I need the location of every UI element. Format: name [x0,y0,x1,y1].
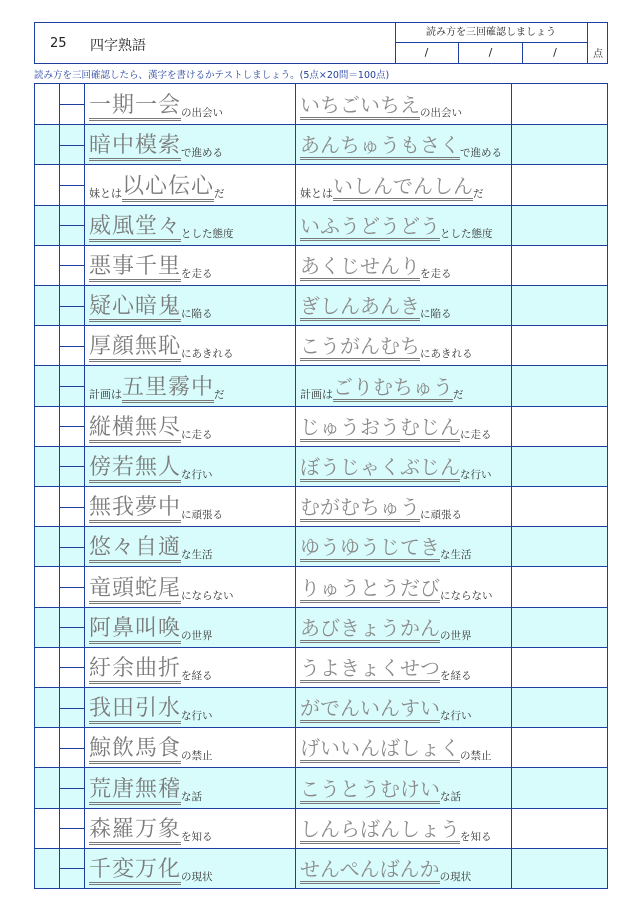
tick-cell [59,286,84,325]
answer-cell[interactable] [512,527,607,566]
tick-line [59,386,84,387]
check-cell[interactable] [35,648,60,687]
kanji-cell [84,165,296,204]
kanji-cell [84,125,296,164]
sentence-suffix: の世界 [440,629,472,642]
sentence-suffix: に陥る [181,308,213,321]
tick-cell [59,487,84,526]
idiom-reading: うよきょくせつ [300,656,440,683]
check-cell[interactable] [35,447,60,486]
idiom-reading: ぎしんあんき [300,294,420,321]
kanji-cell [84,688,296,727]
idiom-reading: あんちゅうもさく [300,133,460,160]
table-row [35,285,607,325]
table-row [35,486,607,526]
answer-cell[interactable] [512,206,607,245]
idiom-kanji: 威風堂々 [89,214,181,242]
kanji-cell [84,246,296,285]
answer-cell[interactable] [512,487,607,526]
idiom-kanji: 暗中模索 [89,133,181,161]
score-cell[interactable] [587,23,609,63]
reading-cell [296,206,512,245]
answer-cell[interactable] [512,688,607,727]
idiom-kanji: 阿鼻叫喚 [89,616,181,644]
check-cell[interactable] [35,688,60,727]
score-unit: 点 [593,49,603,60]
sentence-prefix: 計画は [300,387,333,401]
table-row [35,566,607,606]
answer-cell[interactable] [512,125,607,164]
sentence-suffix: な生活 [440,549,472,562]
sentence-suffix: で進める [181,147,224,160]
table-row [35,325,607,365]
tick-cell [59,165,84,204]
kanji-cell [84,326,296,365]
sentence-suffix: だ [453,388,464,401]
idiom-kanji: 荒唐無稽 [89,777,181,805]
sentence-suffix: とした態度 [181,227,234,240]
tick-cell [59,366,84,405]
reading-cell [296,608,512,647]
idiom-reading: あびきょうかん [300,616,440,643]
kanji-cell [84,567,296,606]
sentence-suffix: の現状 [439,870,472,883]
reading-cell [296,688,512,727]
tick-cell [59,648,84,687]
idiom-kanji: 一期一会 [89,93,181,121]
kanji-cell [84,648,296,687]
idiom-kanji: 傍若無人 [89,455,181,483]
idiom-kanji: 鯨飲馬食 [89,736,181,764]
idiom-kanji: 悪事千里 [89,254,181,282]
table-row [35,848,607,888]
tick-line [59,426,84,427]
tick-cell [59,688,84,727]
idiom-kanji: 以心伝心 [122,174,214,202]
tick-cell [59,809,84,848]
idiom-table [34,83,608,889]
tick-line [59,748,84,749]
answer-cell[interactable] [512,809,607,848]
kanji-cell [84,407,296,446]
table-row [35,727,607,767]
tick-line [59,145,84,146]
tick-cell [59,84,84,124]
tick-line [59,547,84,548]
tick-cell [59,407,84,446]
answer-cell[interactable] [512,648,607,687]
sentence-suffix: の禁止 [460,750,492,763]
sentence-suffix: に陥る [420,308,452,321]
sentence-suffix: に走る [460,428,492,441]
idiom-reading: じゅうおうむじん [300,415,460,442]
tick-line [59,225,84,226]
tick-cell [59,326,84,365]
reading-cell [296,768,512,807]
answer-cell[interactable] [512,447,607,486]
kanji-cell [84,728,296,767]
tick-cell [59,125,84,164]
tick-cell [59,206,84,245]
idiom-reading: ごりむちゅう [333,375,453,402]
tick-line [59,507,84,508]
idiom-reading: がでんいんすい [300,696,440,723]
idiom-reading: せんぺんばんか [300,857,440,884]
answer-cell[interactable] [512,326,607,365]
idiom-reading: しんらばんしょう [300,817,460,844]
sentence-suffix: で進める [460,147,502,160]
check-slot-2[interactable]: / [459,43,523,63]
sentence-suffix: な行い [181,468,213,481]
idiom-reading: こうとうむけい [300,777,440,804]
check-cell[interactable] [35,206,60,245]
check-cell[interactable] [35,728,60,767]
table-row [35,526,607,566]
reading-cell [296,84,512,124]
tick-line [59,185,84,186]
table-row [35,124,607,164]
kanji-cell [84,608,296,647]
table-row [35,406,607,446]
tick-line [59,346,84,347]
sentence-suffix: な話 [181,790,203,803]
answer-cell[interactable] [512,84,607,124]
check-slot-1[interactable]: / [395,43,459,63]
reading-cell [296,527,512,566]
sentence-suffix: に走る [181,428,213,441]
sentence-suffix: にあきれる [181,348,234,361]
check-cell[interactable] [35,527,60,566]
idiom-kanji: 竜頭蛇尾 [89,576,181,604]
sentence-suffix: だ [214,187,225,200]
idiom-reading: いちごいちえ [300,93,420,120]
sentence-suffix: を走る [181,267,213,280]
table-row [35,205,607,245]
table-row [35,767,607,807]
tick-cell [59,527,84,566]
check-cell[interactable] [35,487,60,526]
tick-line [59,828,84,829]
sentence-suffix: の世界 [181,629,213,642]
sentence-prefix: 計画は [89,387,122,401]
check-cell[interactable] [35,407,60,446]
sentence-suffix: な行い [440,710,472,723]
sentence-suffix: とした態度 [440,227,493,240]
sentence-suffix: の禁止 [181,750,213,763]
kanji-cell [84,206,296,245]
sentence-suffix: な話 [440,790,461,803]
check-cell[interactable] [35,567,60,606]
tick-cell [59,608,84,647]
idiom-kanji: 五里霧中 [122,375,214,403]
kanji-cell [84,487,296,526]
answer-cell[interactable] [512,407,607,446]
tick-line [59,587,84,588]
sentence-suffix: の出会い [420,107,462,120]
sentence-suffix: な行い [460,468,492,481]
kanji-cell [84,768,296,807]
answer-cell[interactable] [512,849,607,888]
answer-cell[interactable] [512,246,607,285]
table-row [35,446,607,486]
sentence-suffix: だ [473,187,484,200]
kanji-cell [84,366,296,405]
check-cell[interactable] [35,84,60,124]
reading-cell [296,246,512,285]
sentence-suffix: にあきれる [420,348,473,361]
idiom-kanji: 我田引水 [89,696,181,724]
idiom-reading: ぼうじゃくぶじん [300,455,460,482]
tick-line [59,868,84,869]
idiom-kanji: 千変万化 [89,857,181,885]
tick-cell [59,849,84,888]
check-cell[interactable] [35,366,60,405]
tick-line [59,306,84,307]
sentence-prefix: 妹とは [300,186,333,200]
tick-cell [59,768,84,807]
table-row [35,647,607,687]
table-row [35,607,607,647]
check-cell[interactable] [35,608,60,647]
idiom-kanji: 無我夢中 [89,495,181,523]
sentence-suffix: な行い [181,710,213,723]
check-cell[interactable] [35,768,60,807]
tick-cell [59,447,84,486]
kanji-cell [84,527,296,566]
reading-cell [296,567,512,606]
sentence-suffix: を知る [460,830,492,843]
tick-cell [59,567,84,606]
idiom-kanji: 疑心暗鬼 [89,294,181,322]
kanji-cell [84,447,296,486]
sentence-suffix: を知る [181,830,213,843]
check-cell[interactable] [35,809,60,848]
tick-cell [59,246,84,285]
idiom-kanji: 紆余曲折 [89,656,181,684]
reading-cell [296,849,512,888]
tick-line [59,708,84,709]
tick-line [59,104,84,105]
idiom-reading: ゆうゆうじてき [300,535,440,562]
reading-cell [296,728,512,767]
idiom-kanji: 縦横無尽 [89,415,181,443]
tick-line [59,627,84,628]
reading-cell [296,366,512,405]
answer-cell[interactable] [512,728,607,767]
title-cell [35,23,396,63]
kanji-cell [84,286,296,325]
table-row [35,365,607,405]
reading-cell [296,286,512,325]
table-row [35,808,607,848]
reading-cell [296,125,512,164]
table-row [35,245,607,285]
check-cell[interactable] [35,165,60,204]
reading-cell [296,487,512,526]
tick-line [59,466,84,467]
answer-cell[interactable] [512,608,607,647]
reading-cell [296,165,512,204]
worksheet-number: 25 [50,36,67,51]
sentence-suffix: にならない [181,589,234,602]
sentence-suffix: を経る [181,669,213,682]
kanji-cell [84,84,296,124]
check-box [395,23,588,63]
sentence-suffix: に頑張る [420,509,462,522]
sentence-suffix: を走る [420,267,452,280]
check-cell[interactable] [35,326,60,365]
check-cell[interactable] [35,286,60,325]
idiom-reading: りゅうとうだび [300,576,440,603]
table-row [35,687,607,727]
instruction-text: 読み方を三回確認したら、漢字を書けるかテストしましょう。(5点×20問＝100点) [34,70,390,81]
check-slot-3[interactable]: / [553,46,557,59]
reading-cell [296,447,512,486]
answer-cell[interactable] [512,286,607,325]
sentence-suffix: の出会い [181,107,224,120]
worksheet-title: 四字熟語 [90,38,146,54]
answer-cell[interactable] [512,165,607,204]
reading-cell [296,648,512,687]
sentence-prefix: 妹とは [89,186,122,200]
idiom-reading: いしんでんしん [333,174,473,201]
sentence-suffix: な生活 [181,549,213,562]
answer-cell[interactable] [512,768,607,807]
table-row [35,84,607,124]
sentence-suffix: にならない [440,589,493,602]
idiom-reading: いふうどうどう [300,214,440,241]
tick-line [59,265,84,266]
check-cell[interactable] [35,246,60,285]
kanji-cell [84,809,296,848]
tick-line [59,667,84,668]
sentence-suffix: の現状 [181,870,213,883]
reading-cell [296,326,512,365]
idiom-reading: むがむちゅう [300,495,420,522]
sentence-suffix: に頑張る [181,509,224,522]
idiom-kanji: 森羅万象 [89,817,181,845]
kanji-cell [84,849,296,888]
idiom-reading: げいいんばしょく [300,736,460,763]
answer-cell[interactable] [512,567,607,606]
sentence-suffix: だ [214,388,225,401]
reading-cell [296,809,512,848]
worksheet-header [34,22,608,64]
table-row [35,164,607,204]
idiom-kanji: 厚顔無恥 [89,334,181,362]
check-cell[interactable] [35,849,60,888]
tick-line [59,788,84,789]
sentence-suffix: を経る [440,669,472,682]
check-cell[interactable] [35,125,60,164]
answer-cell[interactable] [512,366,607,405]
check-label: 読み方を三回確認しましょう [395,23,587,43]
idiom-kanji: 悠々自適 [89,535,181,563]
idiom-reading: こうがんむち [300,334,420,361]
idiom-reading: あくじせんり [300,254,420,281]
reading-cell [296,407,512,446]
tick-cell [59,728,84,767]
